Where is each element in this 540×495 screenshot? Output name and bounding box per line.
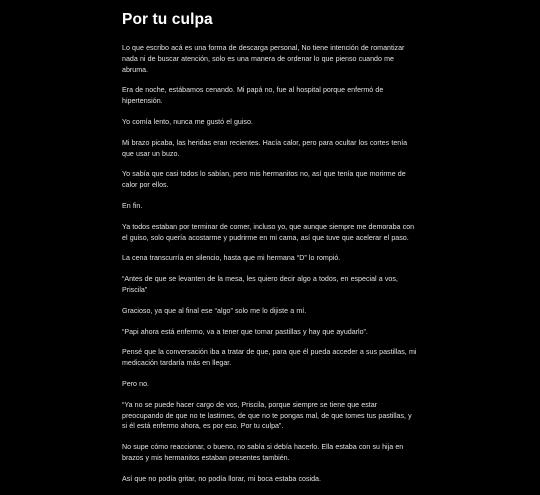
article-paragraph: Así que no podía gritar, no podía llorar, mi boca estaba cosida.	[122, 474, 321, 483]
article-paragraph: Yo sabía que casi todos lo sabían, pero mis hermanitos no, así que tenía que morirme de calor por ellos.	[122, 170, 406, 190]
article-paragraph: Mi brazo picaba, las heridas eran recientes. Hacía calor, pero para ocultar los cortes tenía que usar un buzo.	[122, 138, 408, 158]
article-paragraph: “Papi ahora está enfermo, va a tener que tomar pastillas y hay que ayudarlo”.	[122, 327, 368, 336]
article-paragraph: Gracioso, ya que al final ese “algo” solo me lo dijiste a mí.	[122, 306, 307, 315]
article-paragraph: La cena transcurría en silencio, hasta que mi hermana “D” lo rompió.	[122, 254, 341, 263]
article-paragraph: En fin.	[122, 201, 143, 210]
article-paragraph: “Antes de que se levanten de la mesa, les quiero decir algo a todos, en especial a vos, Priscila”	[122, 275, 398, 294]
article-paragraph: Era de noche, estábamos cenando. Mi papá no, fue al hospital porque enfermó de hipertensión.	[122, 86, 384, 106]
article-paragraph: Yo comía lento, nunca me gustó el guiso.	[122, 117, 253, 126]
article-paragraph: Pensé que la conversación iba a tratar de que, para que él pueda acceder a sus pastillas, mi medicación tardaría más en llegar.	[122, 348, 417, 368]
article	[122, 10, 418, 495]
article-paragraph: Lo que escribo acá es una forma de descarga personal, No tiene intención de romantizar nada ni de buscar atención, solo es una manera de ordenar lo que pienso cuando me abruma.	[122, 44, 405, 74]
article-paragraph: “Ya no se puede hacer cargo de vos, Priscila, porque siempre se tiene que estar preocupando de que no te lastimes, de que no te pongas mal, de que tomes tus pastillas, y si él está enfermo ahora, es por eso. Por tu culpa”.	[122, 400, 412, 431]
article-paragraph: Pero no.	[122, 379, 150, 388]
article-title: Por tu culpa	[122, 11, 213, 28]
article-paragraph: No supe cómo reaccionar, o bueno, no sabía si debía hacerlo. Ella estaba con su hija en brazos y mis hermanitos estaban presentes también.	[122, 443, 404, 462]
article-paragraph: Ya todos estaban por terminar de comer, incluso yo, que aunque siempre me demoraba con el guiso, solo quería acostarme y pudrirme en mi cama, así que tuve que acelerar el paso.	[122, 222, 415, 242]
